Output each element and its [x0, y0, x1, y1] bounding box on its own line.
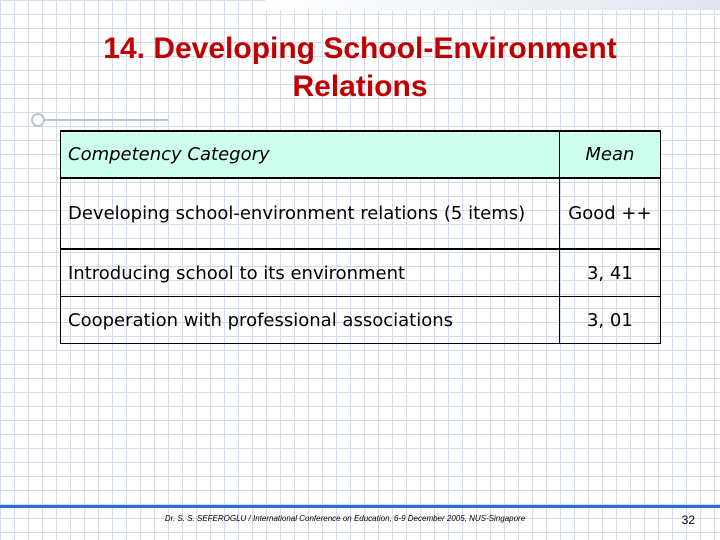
header-mean: Mean — [559, 131, 660, 178]
table-row — [61, 297, 661, 344]
page-number: 32 — [681, 513, 695, 527]
table-cell-category: Cooperation with professional associations — [61, 297, 560, 344]
table-row — [61, 249, 661, 297]
slide-title-line-2: Relations — [292, 70, 428, 103]
footer-citation: Dr. S. S. SEFEROGLU / International Conference on Education, 6-9 December 2005, NUS-Singapore — [164, 514, 526, 523]
footer-divider — [0, 505, 720, 508]
header-competency-category: Competency Category — [61, 131, 560, 178]
table-cell-category: Introducing school to its environment — [61, 249, 560, 297]
competency-table — [60, 130, 661, 344]
top-gradient-bar — [265, 0, 720, 10]
decorative-circle — [31, 113, 45, 127]
decorative-line — [38, 119, 168, 121]
table-header-row — [61, 131, 661, 178]
table-cell-mean: 3, 41 — [559, 249, 660, 297]
table-cell-mean: 3, 01 — [559, 297, 660, 344]
table-cell-mean: Good ++ — [559, 178, 660, 249]
slide-title — [0, 30, 720, 106]
table-cell-category: Developing school-environment relations (5 items) — [61, 178, 560, 249]
slide-title-line-1: 14. Developing School-Environment — [103, 32, 617, 65]
table-row — [61, 178, 661, 249]
